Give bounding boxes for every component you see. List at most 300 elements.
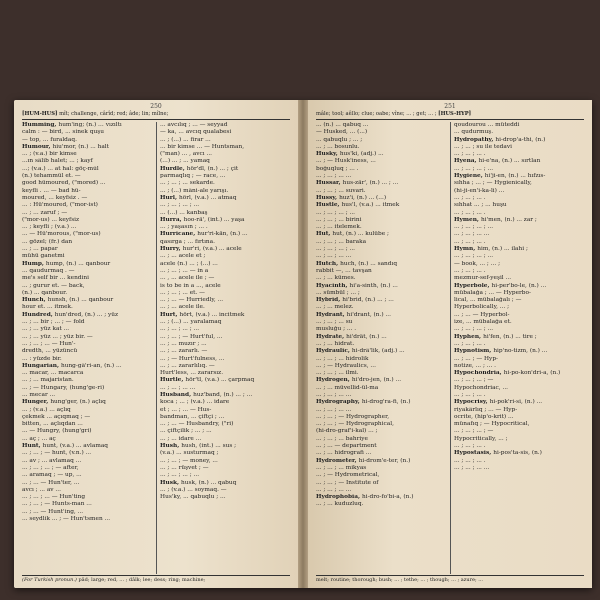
definition-text: ... ; (...) ... firar ... — [160, 136, 211, 143]
dictionary-entry — [22, 363, 152, 370]
dictionary-entry — [160, 319, 290, 326]
dictionary-entry — [316, 348, 446, 355]
dictionary-entry — [454, 210, 584, 217]
dictionary-entry — [316, 304, 446, 311]
dictionary-entry — [160, 487, 290, 494]
definition-text: hi-pos'ta-sis, (n.) — [493, 450, 542, 457]
definition-text: ... ; ... ; ... ; ... — [454, 165, 494, 172]
dictionary-entry — [454, 421, 584, 428]
definition-text: is to be in a ..., acele — [160, 282, 221, 289]
definition-text: ... ; ... ; su ile tedavi — [454, 143, 512, 150]
definition-text: ... avcılıq ; ... — seyyad — [160, 122, 228, 128]
definition-text: ... ; ... — Hun'ter, ... — [22, 479, 80, 486]
dictionary-entry — [454, 173, 584, 180]
dictionary-entry — [454, 290, 584, 297]
running-head — [22, 110, 290, 120]
dictionary-entry — [316, 246, 446, 253]
headword: Hydrate, — [316, 333, 347, 340]
dictionary-entry — [22, 436, 152, 443]
definition-text: ...; (v.a.) ... at hal: göç-mûl — [22, 165, 99, 172]
dictionary-entry — [316, 341, 446, 348]
headword: Hunt, — [22, 443, 43, 450]
dictionary-entry — [160, 129, 290, 136]
definition-text: ... — Hü'morous, ("mor-us) — [22, 231, 101, 238]
definition-text: ... ; ... ; ... ... — [160, 384, 196, 391]
definition-text: ... ; ... ; — Hunts-man ... — [22, 501, 92, 508]
dictionary-entry — [160, 217, 290, 224]
definition-text: ... ; ... idare ... — [160, 435, 202, 442]
dictionary-entry — [22, 407, 152, 414]
definition-text: mezmur-sef-yeşil ... — [454, 275, 512, 282]
definition-text: ... mecar ... — [22, 391, 56, 398]
dictionary-entry — [22, 158, 152, 165]
dictionary-entry — [454, 180, 584, 187]
definition-text: ... ; ... ; ... ; — — [454, 377, 494, 384]
definition-text: ... ; ... papar — [22, 246, 58, 253]
definition-text: ... ; ... itelemek. — [316, 224, 362, 231]
dictionary-entry — [454, 312, 584, 319]
dictionary-entry — [454, 319, 584, 326]
running-head — [316, 110, 584, 120]
dictionary-entry — [316, 421, 446, 428]
dictionary-entry — [22, 210, 152, 217]
dictionary-entry — [22, 341, 152, 348]
dictionary-entry — [22, 180, 152, 187]
dictionary-entry — [160, 158, 290, 165]
dictionary-entry — [160, 370, 290, 377]
dictionary-entry — [22, 443, 152, 450]
definition-text: (...) ... ; ... yamaq — [160, 158, 210, 165]
dictionary-entry — [160, 195, 290, 202]
dictionary-entry — [22, 516, 152, 523]
definition-text: hump, (n.) ... qanbour — [45, 260, 111, 267]
definition-text: (hi-dro-graf'i-kal) ... ; — [316, 428, 378, 435]
dictionary-entry — [160, 224, 290, 231]
dictionary-entry — [160, 261, 290, 268]
definition-text: ... : Hü'moured, ("mor-ist) — [22, 202, 98, 209]
headword: Hyena, — [454, 158, 479, 165]
definition-text: ... ; ... ; ... . — [454, 443, 486, 450]
dictionary-entry — [22, 253, 152, 260]
definition-text: ... ; ... hidrat. — [316, 340, 355, 347]
dictionary-entry — [160, 465, 290, 472]
page-number: 251 — [444, 103, 456, 110]
headword: Hydrometer, — [316, 457, 359, 464]
dictionary-entry — [454, 304, 584, 311]
dictionary-entry — [160, 326, 290, 333]
dictionary-entry — [316, 158, 446, 165]
definition-text: hus'ki, (adj.) ... — [339, 151, 384, 158]
dictionary-entry — [316, 122, 446, 129]
definition-text: hus'l, (v.a.) ... itmek — [341, 202, 400, 209]
definition-text: ... (n.) ... qabuq ... — [316, 122, 369, 128]
definition-text: good hümoured, ("mored) ... — [22, 180, 106, 187]
dictionary-entry — [316, 151, 446, 158]
definition-text: hur'ri, (v.a.) ... acele — [182, 246, 242, 253]
definition-text: bitten, ... açlıqdan ... — [22, 421, 83, 428]
definition-text: ... ; ... yüz kat ... — [22, 326, 70, 333]
dictionary-entry — [22, 385, 152, 392]
dictionary-entry — [22, 224, 152, 231]
definition-text: ... ; — Hungary, (hung'ge-ri) — [22, 384, 105, 391]
definition-text: hi'brid, (n.) ... ; ... — [342, 297, 394, 304]
definition-text: ... ; (v.a.) ... soymaq. — — [160, 486, 227, 493]
definition-text: Hurt'less, ... zararsız. — [160, 370, 224, 377]
headword: Hydrography, — [316, 399, 362, 406]
dictionary-entry — [22, 465, 152, 472]
definition-text: hi-po-kon'dri-a, (n.) — [503, 370, 561, 377]
dictionary-entry — [316, 392, 446, 399]
dictionary-entry — [316, 487, 446, 494]
definition-text: ... ; — Hydraulics, ... — [316, 362, 376, 369]
definition-text: ize, ... mübalağa et. — [454, 319, 512, 326]
headword: Hydrophobia, — [316, 494, 363, 501]
dictionary-entry — [160, 137, 290, 144]
definition-text: hi'fen, (n.) ... tire ; — [483, 333, 537, 340]
definition-text: ... ; ... ; ... suvari. — [316, 187, 366, 194]
headword: Hunger, — [22, 399, 51, 406]
definition-text: ... ; ... rüşvet ; — — [160, 464, 209, 471]
dictionary-entry — [22, 487, 152, 494]
headword: Hurra, — [160, 216, 184, 223]
dictionary-entry — [454, 348, 584, 355]
dictionary-entry — [160, 421, 290, 428]
definition-text: ("man) ... , avcı ... — [160, 151, 213, 158]
definition-text: huz'band, (n.) ... ; ... — [193, 391, 253, 398]
definition-text: ... ; ... ; — Hyp- — [454, 355, 499, 362]
definition-text: ... av ; ... avlamaq ... — [22, 457, 82, 464]
column-1 — [22, 122, 152, 574]
dictionary-entry — [160, 253, 290, 260]
definition-text: (n.) ... qanbour. — [22, 289, 68, 296]
definition-text: ... ; ... ; — Hydrographer, — [316, 413, 390, 420]
columns — [316, 122, 584, 574]
definition-text: hung'ger, (n.) açlıq — [50, 399, 106, 406]
dictionary-entry — [454, 239, 584, 246]
dictionary-entry — [160, 122, 290, 129]
dictionary-entry — [454, 224, 584, 231]
definition-text: ... ; ... bosunlu. — [316, 143, 360, 150]
definition-text: ocrite, (hip'o-krit) ... — [454, 413, 514, 420]
definition-text: ... aç ; ... aç — [22, 435, 56, 442]
headword: Hump, — [22, 260, 46, 267]
dictionary-entry — [160, 385, 290, 392]
definition-text: ... ; ... ; ... su — [316, 319, 353, 326]
definition-text: calm : — bird, ... sinek quşu — [22, 129, 104, 136]
dictionary-entry — [316, 290, 446, 297]
definition-text: ... ; ... ; ... baraka — [316, 238, 367, 245]
dictionary-entry — [160, 239, 290, 246]
definition-text: ... ; ... ; ... ; ... — [454, 224, 494, 231]
definition-text: ... ; ... zararlı. — — [160, 348, 208, 355]
definition-text: hi-dro-fo'bi-a, (n.) — [362, 494, 414, 501]
dictionary-entry — [316, 326, 446, 333]
definition-text: ... macar, ... macarca — [22, 370, 84, 377]
dictionary-entry — [316, 268, 446, 275]
dictionary-entry — [316, 144, 446, 151]
definition-text: dredth, ... yüzüncü — [22, 348, 78, 355]
definition-text: ... ; ... müvellid-ül-ma — [316, 384, 379, 391]
headword: Hypnotism, — [454, 348, 494, 355]
definition-text: ... ; ... ; ... et. — — [160, 289, 205, 296]
definition-text: Hus'ky, ... qabuqlu ; ... — [160, 494, 226, 501]
dictionary-entry — [316, 261, 446, 268]
dictionary-entry — [160, 210, 290, 217]
definition-text: ... ; ... ; ... . — [454, 238, 486, 245]
dictionary-entry — [316, 377, 446, 384]
dictionary-entry — [22, 458, 152, 465]
definition-text: hoo-rä', (int.) ... yaşa — [183, 216, 245, 223]
dictionary-entry — [160, 407, 290, 414]
definition-text: hus-zär', (n.) ... ; ... — [342, 180, 399, 187]
dictionary-entry — [22, 370, 152, 377]
definition-text: hör'dl, (n.) ... ; çit — [186, 165, 239, 172]
headword: Hydraulic, — [316, 348, 352, 355]
dictionary-entry — [316, 472, 446, 479]
dictionary-entry — [316, 137, 446, 144]
headword: Husband, — [160, 391, 194, 398]
headword: Hurdle, — [160, 165, 187, 172]
definition-text: et ; ... ; ... — Hus- — [160, 406, 212, 413]
dictionary-entry — [22, 231, 152, 238]
definition-text: hung-gâ'ri-an, (n.) ... — [60, 362, 122, 369]
headword: Hymn, — [454, 246, 478, 253]
pronunciation-key: mît; challenge, cârîd; red; âde; lin; mîlne; — [59, 111, 169, 117]
dictionary-entry — [454, 275, 584, 282]
definition-text: ... qabuqlu ; ... ; — [316, 136, 363, 143]
headword: Hush, — [160, 443, 182, 450]
dictionary-entry — [454, 436, 584, 443]
definition-text: ... ; ... ; ... ; ... — [454, 326, 494, 333]
dictionary-entry — [454, 428, 584, 435]
dictionary-entry — [454, 253, 584, 260]
headword: Hygiene, — [454, 173, 485, 180]
dictionary-entry — [454, 414, 584, 421]
dictionary-entry — [316, 407, 446, 414]
definition-text: ... ; ... — Husbandry, ("ri) — [160, 421, 234, 428]
definition-text: hi'a-sinth, (n.) ... — [349, 282, 398, 289]
definition-text: ... ; ... ; — Hurt'ful, ... — [160, 333, 223, 340]
definition-text: Hypochondriac, ... — [454, 384, 509, 391]
dictionary-entry — [316, 501, 446, 508]
headword: Hyacinth, — [316, 282, 350, 289]
definition-text: ... ; ... ; ... — Hun'ting — [22, 494, 86, 501]
dictionary-entry — [22, 195, 152, 202]
headword: Hypocrisy, — [454, 399, 490, 406]
definition-text: ... qaudurmaq . — — [22, 267, 75, 274]
dictionary-entry — [22, 319, 152, 326]
definition-text: hi-pok'ri-si, (n.) ... — [489, 399, 543, 406]
definition-text: hi'drät, (n.) ... — [346, 333, 387, 340]
definition-text: ...ın sâlib halet; ... ; kayf — [22, 158, 93, 165]
dictionary-entry — [160, 173, 290, 180]
dictionary-entry — [22, 290, 152, 297]
column-divider — [450, 122, 451, 574]
dictionary-entry — [454, 195, 584, 202]
definition-text: ... ; ... majaristan. — [22, 377, 74, 384]
definition-text: ... gözel; (fr.) dan — [22, 238, 73, 245]
dictionary-entry — [160, 297, 290, 304]
headword: Husky, — [316, 151, 340, 158]
definition-text: ... sümbül ; ... ; — [316, 289, 360, 296]
definition-text: ... ; ... — Hunt'ing, ... — [22, 508, 84, 515]
definition-text: ... ; ... yüz ... ; yüz bir. — — [22, 333, 93, 340]
definition-text: ... ; ... ; ... ; ... — [160, 472, 200, 479]
dictionary-entry — [454, 458, 584, 465]
dictionary-entry — [454, 268, 584, 275]
definition-text: ... ; — Hydrometrical, — [316, 472, 380, 479]
dictionary-entry — [454, 151, 584, 158]
definition-text: ... ; ... ; ... . — [454, 194, 486, 201]
dictionary-entry — [22, 129, 152, 136]
headword: Hurricane, — [160, 231, 198, 238]
definition-text: notize, ... ; ... . — [454, 362, 496, 369]
definition-text: ... aramaq ; — up, ... — [22, 472, 82, 479]
headword: Humming, — [22, 122, 59, 128]
dictionary-entry — [454, 450, 584, 457]
definition-text: ... ; gurur et. — back, — [22, 282, 85, 289]
headword: Hypochondria, — [454, 370, 504, 377]
definition-text: ... ; ... ; ... ... — [454, 464, 490, 471]
dictionary-entry — [160, 144, 290, 151]
dictionary-entry — [316, 210, 446, 217]
definition-text: ... ; ... ; ... . — [454, 391, 486, 398]
dictionary-entry — [22, 494, 152, 501]
headword: Hydrant, — [316, 311, 347, 318]
definition-text: ... ; ... ; ... ; — after, — [22, 464, 79, 471]
dictionary-entry — [160, 341, 290, 348]
dictionary-entry — [454, 334, 584, 341]
dictionary-entry — [22, 421, 152, 428]
dictionary-entry — [316, 275, 446, 282]
dictionary-entry — [316, 494, 446, 501]
definition-text: ... ; ... ; — Hydrographical, — [316, 421, 394, 428]
definition-text: ... çiftçilik ; ... ; ... — [160, 428, 212, 435]
dictionary-entry — [454, 158, 584, 165]
headword: Hyperbole, — [454, 282, 492, 289]
dictionary-entry — [22, 399, 152, 406]
definition-text: hunsh, (n.) ... qanbour — [47, 297, 114, 304]
definition-text: ... ; ... ; ... ... — [454, 231, 490, 238]
definition-text: avcı ; ... av ... — [22, 486, 61, 493]
dictionary-entry — [316, 312, 446, 319]
book-gutter — [298, 100, 308, 588]
dictionary-entry — [316, 443, 446, 450]
pronunciation-key: mâle; tool; aêllo; clue; oabe; vîne; ... ; get; ... ; — [316, 111, 437, 117]
definition-text: moured, ... keyfsiz . — — [22, 194, 88, 201]
definition-text: — Husked, ... (...) — [316, 129, 368, 136]
dictionary-entry — [454, 261, 584, 268]
definition-text: ... ; yaşasın ; ... . — [160, 224, 208, 231]
definition-text: ... ; ... kümes. — [316, 275, 356, 282]
dictionary-entry — [22, 202, 152, 209]
dictionary-entry — [22, 261, 152, 268]
definition-text: ... ; ... ; ... ... — [316, 406, 352, 413]
headword: Hussar, — [316, 180, 343, 187]
definition-text: çekmek ... açıqmaq ; — — [22, 413, 91, 420]
headword: Humour, — [22, 143, 53, 150]
definition-text: ... ; ... ; ... birini — [316, 216, 362, 223]
dictionary-entry — [316, 297, 446, 304]
dictionary-entry — [22, 392, 152, 399]
dictionary-entry — [160, 480, 290, 487]
dictionary-entry — [160, 399, 290, 406]
headword: Hurl, — [160, 194, 180, 201]
headword: Hussy, — [316, 194, 340, 201]
definition-text: lical, ... mübalağalı ; — — [454, 297, 522, 304]
dictionary-entry — [454, 465, 584, 472]
definition-text: hi-drop'a-thi, (n.) — [495, 136, 546, 143]
dictionary-entry — [22, 509, 152, 516]
definition-text: ... ; ... ; ... ... — [316, 391, 352, 398]
column-divider — [156, 122, 157, 574]
dictionary-entry — [160, 348, 290, 355]
definition-text: hi'dro-jen, (n.) ... — [351, 377, 402, 384]
book-spread — [14, 100, 592, 588]
dictionary-entry — [454, 231, 584, 238]
dictionary-entry — [454, 137, 584, 144]
dictionary-entry — [454, 443, 584, 450]
definition-text: bandman, ... çiftçi ; ... — [160, 413, 225, 420]
dictionary-entry — [22, 283, 152, 290]
dictionary-entry — [22, 377, 152, 384]
definition-text: — ka, ... avcıq qualabesi — [160, 129, 232, 136]
definition-text: parmaqlıq ; — race, ... — [160, 173, 226, 180]
definition-text: musluğu ; ... . — [316, 326, 357, 333]
definition-text: ... ; ... zararlılıq. — — [160, 362, 215, 369]
dictionary-entry — [160, 356, 290, 363]
definition-text: hi-per'bo-le, (n.) ... — [491, 282, 547, 289]
dictionary-entry — [160, 392, 290, 399]
definition-text: ... ; ... acele et ; — [160, 253, 206, 260]
definition-text: ... qudurmuş. — [454, 129, 494, 136]
headword: Hundred, — [22, 311, 55, 318]
definition-text: ... ; ... — department — [316, 443, 377, 450]
dictionary-entry — [22, 151, 152, 158]
dictionary-entry — [316, 363, 446, 370]
footnote-label: (For Turkish pronun.) — [22, 577, 77, 583]
dictionary-entry — [454, 407, 584, 414]
dictionary-entry — [160, 414, 290, 421]
definition-text: (v.a.) ... susturmaq ; — [160, 450, 219, 457]
dictionary-entry — [454, 363, 584, 370]
dictionary-entry — [160, 377, 290, 384]
dictionary-entry — [454, 370, 584, 377]
dictionary-entry — [160, 275, 290, 282]
dictionary-entry — [22, 501, 152, 508]
dictionary-entry — [22, 268, 152, 275]
footnote-text: pâd; large; red, ... ; dâlk; lee; dess; ring; machine; — [78, 577, 206, 583]
headword: Hungarian, — [22, 362, 61, 369]
dictionary-entry — [22, 144, 152, 151]
column-2 — [454, 122, 584, 574]
definition-text: ... ; (v.a.) ... açlıq — [22, 406, 71, 413]
dictionary-entry — [316, 166, 446, 173]
definition-text: ... ; ... melez. — [316, 304, 354, 311]
dictionary-entry — [316, 414, 446, 421]
definition-text: ... ; ... ; ... ; — — [454, 428, 494, 435]
dictionary-entry — [316, 465, 446, 472]
dictionary-entry — [22, 239, 152, 246]
headword: Hutch, — [316, 260, 341, 267]
definition-text: ... ; ... ; ... ilmi. — [316, 370, 359, 377]
dictionary-entry — [160, 290, 290, 297]
dictionary-entry — [454, 144, 584, 151]
dictionary-entry — [316, 202, 446, 209]
definition-text: hi'ji-en, (n.) ... hıfzıs- — [484, 173, 546, 180]
definition-text: rabbit —, ... tavşan — [316, 267, 372, 274]
dictionary-entry — [316, 239, 446, 246]
